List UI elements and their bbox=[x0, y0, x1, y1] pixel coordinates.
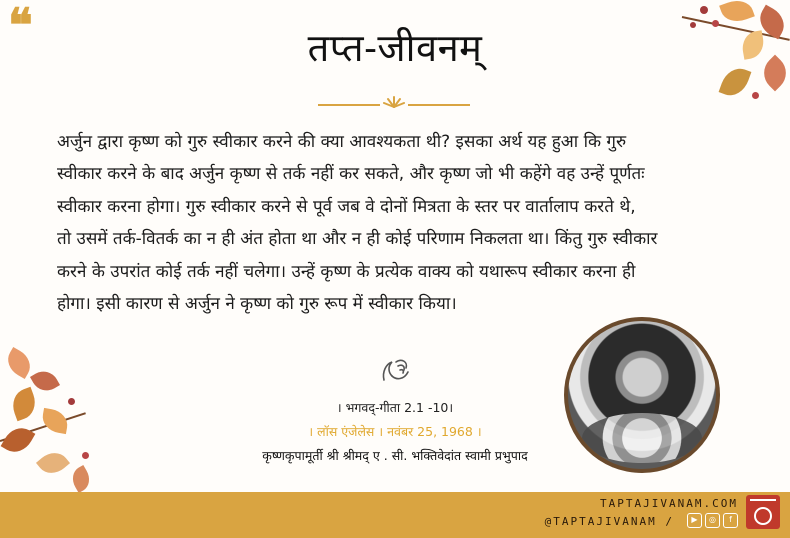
facebook-icon[interactable]: f bbox=[723, 513, 738, 528]
fan-ornament-icon bbox=[382, 96, 406, 108]
divider-line-right bbox=[408, 104, 470, 106]
browser-bar-icon bbox=[750, 499, 776, 504]
flower-garland bbox=[582, 413, 702, 463]
instagram-icon[interactable]: ◎ bbox=[705, 513, 720, 528]
page-title: तप्त-जीवनम् bbox=[307, 26, 483, 70]
citation-author: कृष्णकृपामूर्ती श्री श्रीमद् ए . सी. भक्तिवेदांत स्वामी प्रभुपाद bbox=[262, 448, 528, 463]
paragraph-line: अर्जुन द्वारा कृष्ण को गुरु स्वीकार करने की क्या आवश्यकता थी? इसका अर्थ यह हुआ कि गुरु bbox=[57, 132, 627, 152]
social-icons bbox=[687, 513, 738, 528]
title-divider bbox=[318, 96, 470, 108]
quote-paragraph bbox=[57, 126, 747, 320]
website-badge-icon[interactable] bbox=[746, 495, 780, 529]
citation-reference: । भगवद्-गीता 2.1 -10। bbox=[336, 400, 454, 415]
globe-icon bbox=[754, 507, 772, 525]
website-link[interactable]: TAPTAJIVANAM.COM bbox=[600, 497, 738, 510]
footer-bar bbox=[0, 492, 790, 538]
paragraph-line: स्वीकार करने के बाद अर्जुन कृष्ण से तर्क नहीं कर सकते, और कृष्ण जो भी कहेंगे वह उन्हें पूर्णतः bbox=[57, 164, 645, 185]
quote-mark-icon: ❝ bbox=[8, 0, 33, 52]
youtube-icon[interactable]: ▶ bbox=[687, 513, 702, 528]
social-handle[interactable]: @TAPTAJIVANAM / bbox=[544, 515, 674, 528]
paragraph-line: तो उसमें तर्क-वितर्क का न ही अंत होता था और न ही कोई परिणाम निकलता था। किंतु गुरु स्वीकार bbox=[57, 229, 658, 250]
paragraph-line: होगा। इसी कारण से अर्जुन ने कृष्ण को गुरु रूप में स्वीकार किया। bbox=[57, 294, 457, 315]
citation-location-date: । लॉस एंजेलेस । नवंबर 25, 1968 । bbox=[308, 424, 482, 439]
portrait-photo bbox=[568, 321, 716, 469]
author-portrait bbox=[564, 317, 720, 473]
swan-logo-icon bbox=[378, 356, 412, 384]
paragraph-line: करने के उपरांत कोई तर्क नहीं चलेगा। उन्हें कृष्ण के प्रत्येक वाक्य को यथारूप स्वीकार करना ही bbox=[57, 261, 636, 282]
paragraph-line: स्वीकार करना होगा। गुरु स्वीकार करने से पूर्व जब वे दोनों मित्रता के स्तर पर वार्तालाप करते थे, bbox=[57, 196, 636, 217]
divider-line-left bbox=[318, 104, 380, 106]
